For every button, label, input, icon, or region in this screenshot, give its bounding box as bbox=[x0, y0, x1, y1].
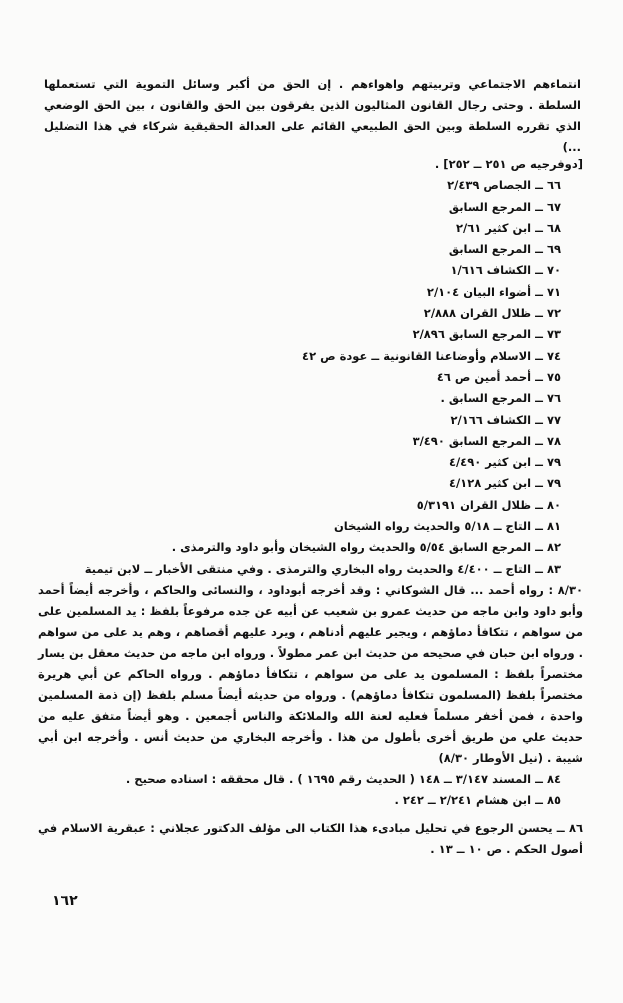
footnote-83: ٨٣ ــ التاج ــ ٤/٤٠٠ والحديث رواه البخاري والترمذى . وفي منتقى الأخبار ــ لابن تيمية bbox=[84, 561, 561, 576]
footnote-72: ٧٢ ــ ظلال القران ٢/٨٨٨ bbox=[423, 306, 561, 321]
footnote-79a: ٧٩ ــ ابن كثير ٤/٤٩٠ bbox=[448, 455, 561, 470]
footnote-80: ٨٠ ــ ظلال القران ٥/٣١٩١ bbox=[416, 497, 561, 512]
footnote-82: ٨٢ ــ المرجع السابق ٥/٥٤ والحديث رواه الشيخان وأبو داود والترمذى . bbox=[171, 540, 561, 555]
footnote-74: ٧٤ ــ الاسلام وأوضاعنا القانونية ــ عودة ص ٤٢ bbox=[302, 348, 561, 363]
footnote-76: ٧٦ ــ المرجع السابق . bbox=[440, 391, 561, 406]
footnote-70: ٧٠ ــ الكشاف ١/٦١٦ bbox=[450, 263, 561, 278]
footnote-66: ٦٦ ــ الجصاص ٢/٤٣٩ bbox=[447, 178, 561, 193]
footnote-86: ٨٦ ــ يحسن الرجوع في تحليل مبادىء هذا الكتاب الى مؤلف الدكتور عجلاني : عبقرية الاسلام في أصول الحكم . ص ١٠ ــ ١٣ . bbox=[38, 820, 583, 856]
footnote-source-line: [دوفرجيه ص ٢٥١ ــ ٢٥٢] . bbox=[434, 157, 583, 171]
footnote-69: ٦٩ ــ المرجع السابق bbox=[448, 242, 561, 257]
footnote-79b: ٧٩ ــ ابن كثير ٤/١٢٨ bbox=[448, 476, 561, 491]
footnotes-list bbox=[38, 154, 583, 860]
footnote-83-continuation: ٨/٣٠ : رواه أحمد ... قال الشوكاني : وقد أخرجه أبوداود ، والنسائى والحاكم ، وأخرجه أيضاً أحمد وأبو داود وابن ماجه من حديث عمرو بن شعيب عن أبيه عن جده مرفوعاً بلفظ : يد المسلمين على من سواهم ، تتكافأ دماؤهم ، ويجير عليهم أدناهم ، ويرد عليهم أقصاهم ، وهم يد على من سواهم . ورواه ابن حبان في صحيحه من حديث ابن عمر مطولاً . ورواه ابن ماجه من حديث معقل بن يسار مختصراً بلفظ : المسلمون يد على من سواهم ، تتكافأ دماؤهم . ورواه الحاكم عن أبي هريرة مختصراً بلفظ (المسلمون تتكافأ دماؤهم) . ورواه من حديثه أيضاً مسلم بلفظ (إن ذمة المسلمين واحدة ، فمن أخفر مسلماً فعليه لعنة الله والملائكة والناس أجمعين . وهو أيضاً متفق عليه من حديث علي من طريق أخرى بأطول من هذا . وأخرجه البخاري من حديث أنس . وأخرجه ابن أبي شيبة . (نيل الأوطار ٨/٣٠) bbox=[38, 582, 583, 765]
footnote-67: ٦٧ ــ المرجع السابق bbox=[448, 199, 561, 214]
footnote-77: ٧٧ ــ الكشاف ٢/١٦٦ bbox=[450, 412, 561, 427]
footnote-85: ٨٥ ــ ابن هشام ٢/٢٤١ ــ ٢٤٢ . bbox=[394, 793, 561, 808]
footnote-75: ٧٥ ــ أحمد أمين ص ٤٦ bbox=[436, 369, 561, 384]
footnote-78: ٧٨ ــ المرجع السابق ٣/٤٩٠ bbox=[412, 433, 561, 448]
footnote-73: ٧٣ ــ المرجع السابق ٢/٨٩٦ bbox=[412, 327, 561, 342]
footnote-68: ٦٨ ــ ابن كثير ٢/٦١ bbox=[455, 220, 561, 235]
footnote-84: ٨٤ ــ المسند ٣/١٤٧ ــ ١٤٨ ( الحديث رقم ١٦٩٥ ) . قال محققه : اسناده صحيح . bbox=[125, 771, 561, 786]
intro-paragraph: انتماءهم الاجتماعي وتربيتهم واهواءهم . إن الحق من أكبر وسائل التموية التي تستعملها السلطة . وحتى رجال القانون المثاليون الذين يفرقون بين الحق والقانون ، بين الحق الوضعي الذي تقرره السلطة وبين الحق الطبيعي القائم على العدالة الحقيقية شركاء في هذا التضليل ...) bbox=[44, 77, 581, 154]
page-number: ١٦٢ bbox=[52, 893, 78, 909]
footnote-81: ٨١ ــ التاج ــ ٥/١٨ والحديث رواه الشيخان bbox=[333, 519, 561, 534]
footnote-71: ٧١ ــ أضواء البيان ٢/١٠٤ bbox=[426, 284, 561, 299]
